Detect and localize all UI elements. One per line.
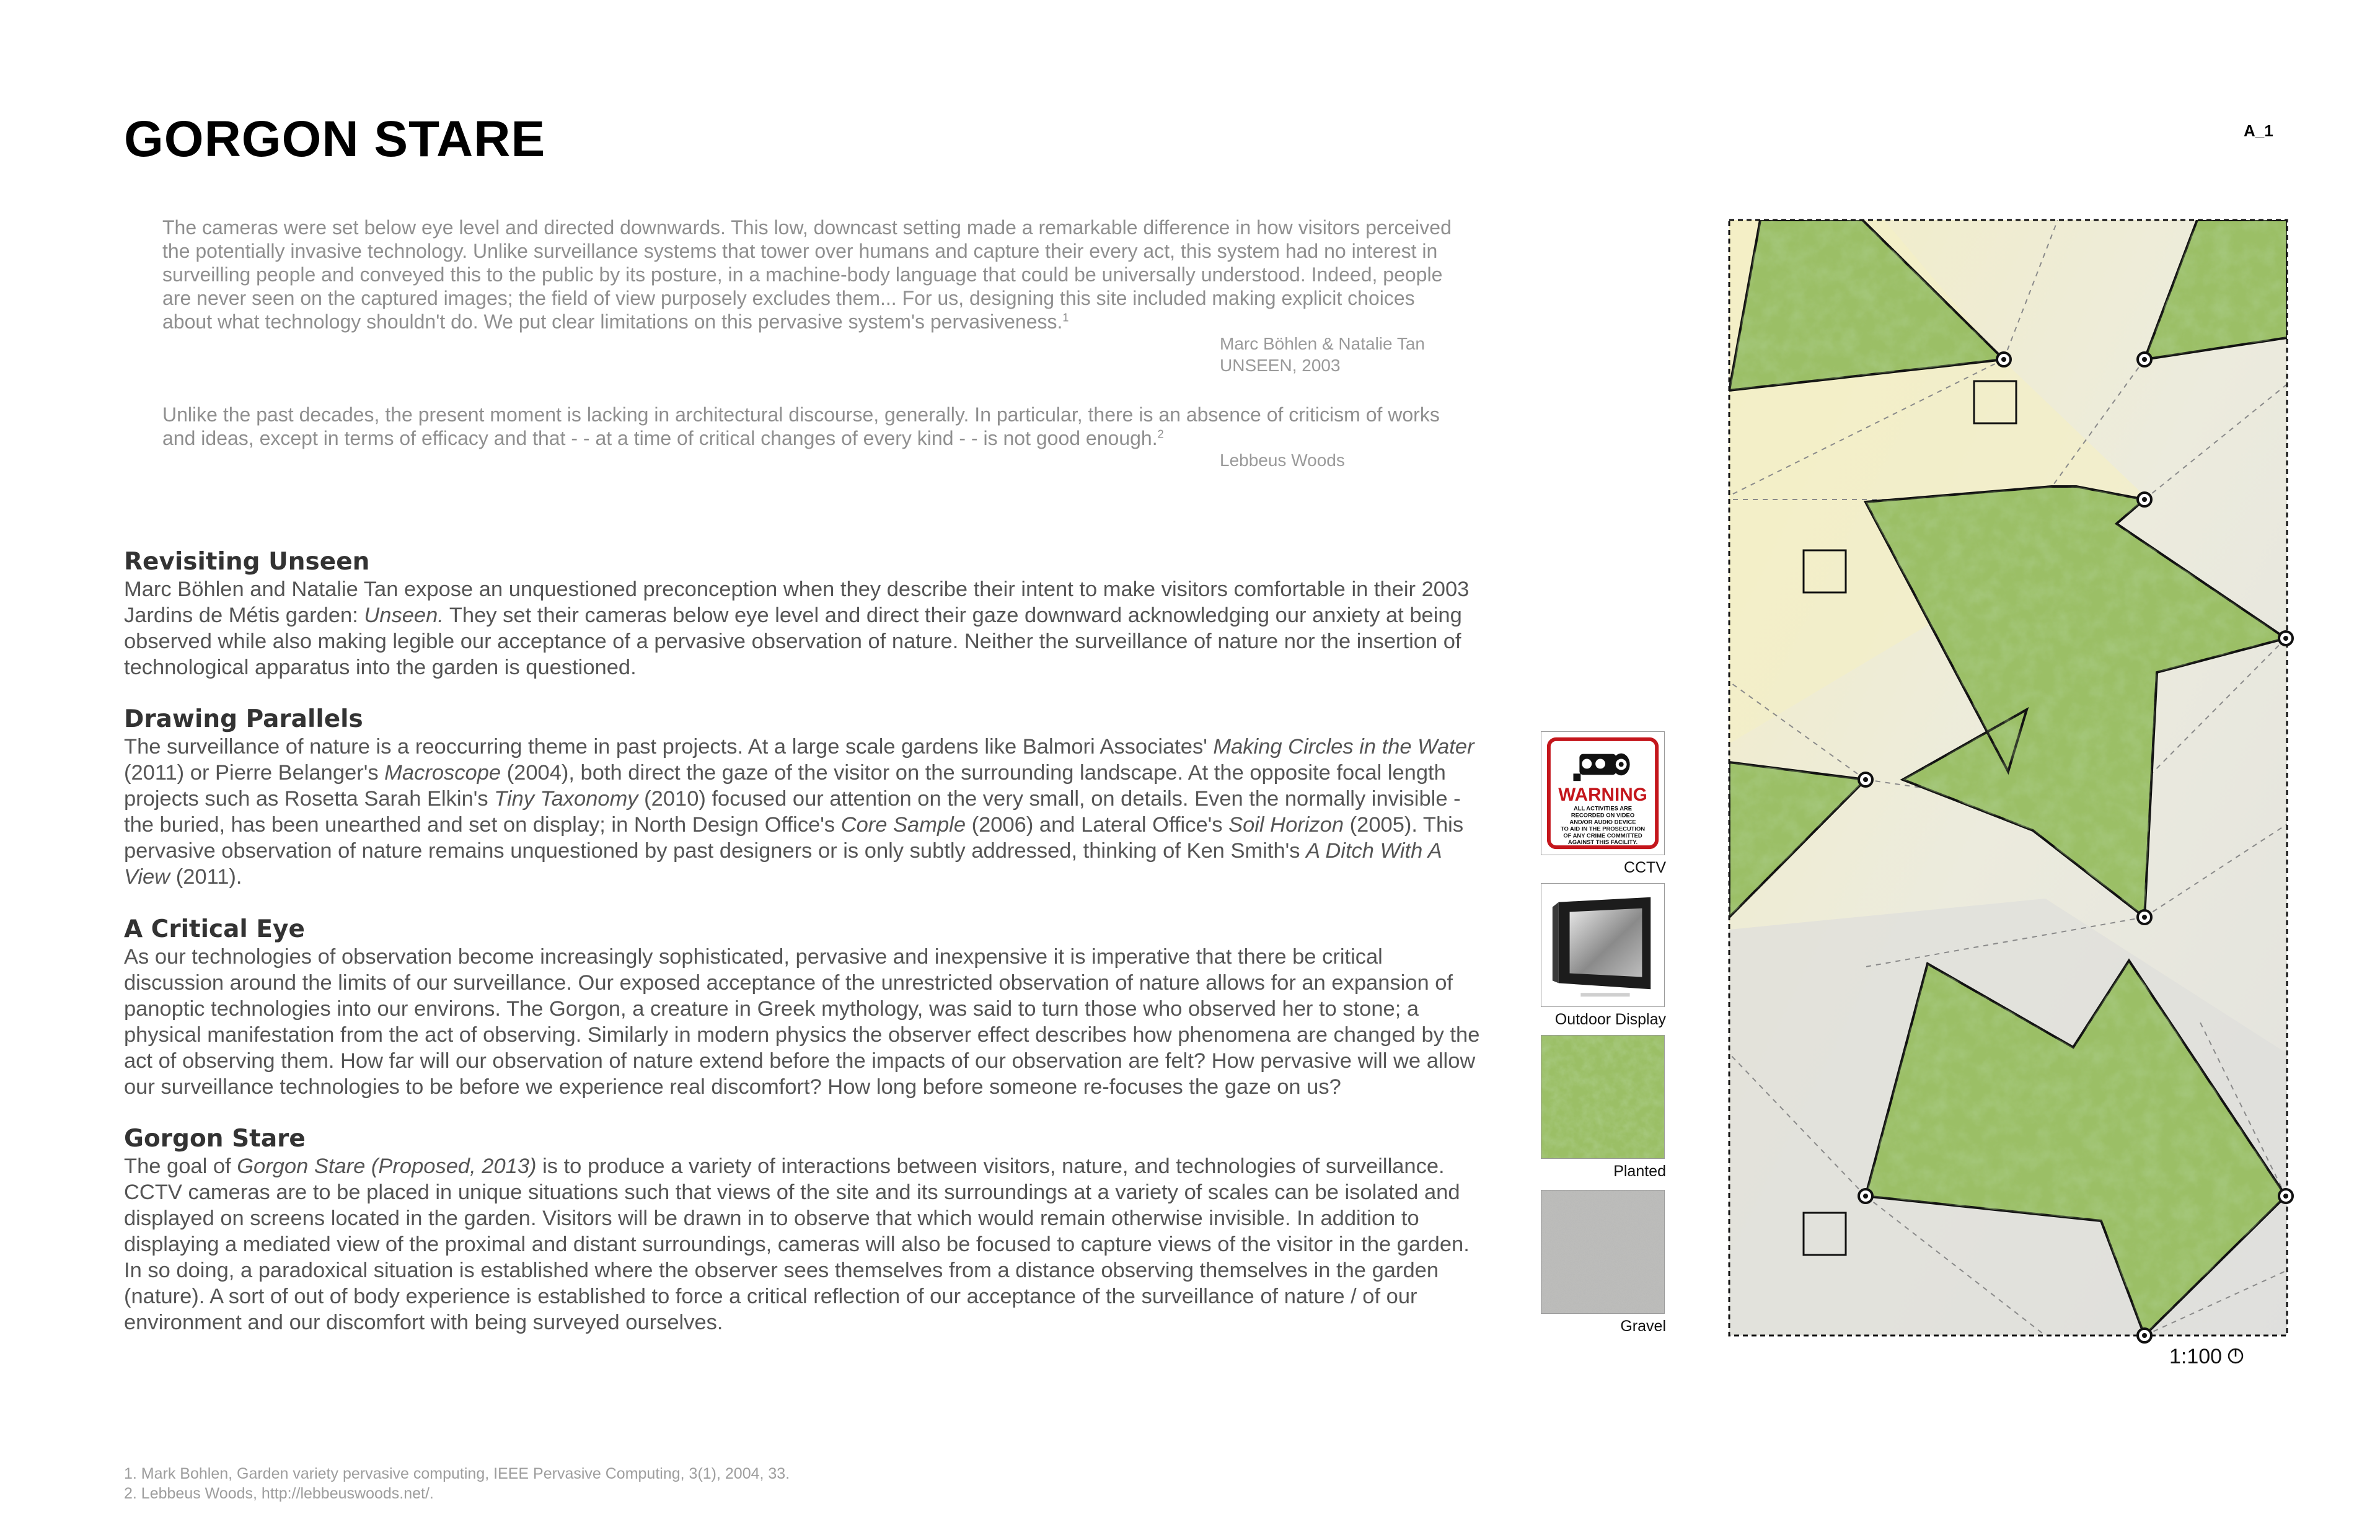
legend-item-planted	[1541, 1035, 1666, 1181]
body-text: The surveillance of nature is a reoccurring theme in past projects. At a large scale gardens like Balmori Associates'	[124, 735, 1214, 759]
legend-item-cctv	[1541, 731, 1666, 877]
sign-line: TO AID IN THE PROSECUTION	[1560, 825, 1646, 832]
footnote-mark: 2	[1157, 428, 1164, 441]
footnotes	[124, 1464, 790, 1503]
section-body-gorgon	[124, 1153, 1488, 1335]
outdoor-display-icon	[1541, 883, 1665, 1007]
body-italic: Unseen.	[364, 604, 444, 627]
body-text: (2006) and Lateral Office's	[966, 813, 1229, 837]
body-italic: Making Circles in the Water	[1213, 735, 1474, 759]
planted-swatch	[1541, 1035, 1665, 1159]
section-heading-critical: A Critical Eye	[124, 915, 305, 943]
sign-title: WARNING	[1558, 784, 1647, 805]
body-text: (2011).	[170, 865, 242, 889]
quote-attribution	[1220, 449, 1345, 471]
legend-label: Outdoor Display	[1554, 1011, 1666, 1028]
quote-attribution	[1220, 333, 1425, 376]
gravel-swatch	[1541, 1190, 1665, 1314]
section-body-revisiting	[124, 576, 1488, 680]
body-text: They set their cameras below eye level and direct their gaze downward acknowledging our anxiety at being observed while also making legible our acceptance of a pervasive observation of nature. Neither the surveillance of nature nor the insertion of technological apparatus into the garden is questioned.	[124, 604, 1462, 679]
page-title: GORGON STARE	[124, 111, 546, 167]
footnote-mark: 1	[1062, 311, 1069, 324]
body-text: (2010) focused our attention on the very small, on details. Even the normally invisible - the buried, has been unearthed and set on display; in North Design Office's	[124, 787, 1461, 837]
legend-label: Planted	[1613, 1163, 1666, 1180]
scale-indicator	[2169, 1345, 2244, 1369]
sign-line: AND/OR AUDIO DEVICE	[1569, 818, 1636, 825]
body-italic: A Ditch With A View	[124, 839, 1442, 889]
quote-text: Unlike the past decades, the present moment is lacking in architectural discourse, generally. In particular, there is an absence of criticism of works and ideas, except in terms of efficacy and that - - at a time of critical changes of every kind - - is not good enough.	[162, 403, 1440, 449]
warning-sign-icon	[1541, 731, 1665, 855]
attribution-author: Marc Böhlen & Natalie Tan	[1220, 334, 1425, 353]
sign-line: RECORDED ON VIDEO	[1571, 811, 1635, 819]
section-body-critical	[124, 944, 1488, 1100]
body-italic: Macroscope	[384, 761, 501, 785]
body-text: (2005). This pervasive observation of nature remains unquestioned by past designers or is only subtly addressed, thinking of Ken Smith's	[124, 813, 1464, 863]
sign-line: OF ANY CRIME COMMITTED	[1563, 832, 1642, 839]
quote-woods	[162, 403, 1452, 450]
body-text: (2011) or Pierre Belanger's	[124, 761, 385, 785]
sheet-number: A_1	[2244, 121, 2273, 140]
legend-item-outdoor-display	[1541, 883, 1666, 1029]
north-arrow-icon	[2227, 1347, 2244, 1365]
legend-label: CCTV	[1623, 859, 1666, 876]
legend-item-gravel	[1541, 1190, 1666, 1335]
footnote-2: 2. Lebbeus Woods, http://lebbeuswoods.net/.	[124, 1485, 434, 1502]
sign-line: ALL ACTIVITIES ARE	[1573, 804, 1633, 812]
section-heading-revisiting: Revisiting Unseen	[124, 548, 370, 576]
scale-text: 1:100	[2169, 1345, 2223, 1368]
sign-line: AGAINST THIS FACILITY.	[1567, 838, 1638, 846]
section-heading-parallels: Drawing Parallels	[124, 705, 363, 733]
body-text: The goal of	[124, 1155, 237, 1178]
attribution-author: Lebbeus Woods	[1220, 451, 1345, 470]
site-plan	[1717, 211, 2312, 1357]
body-italic: Gorgon Stare (Proposed, 2013)	[237, 1155, 537, 1178]
body-italic: Tiny Taxonomy	[494, 787, 638, 811]
quote-bohlen	[162, 216, 1452, 333]
quote-text: The cameras were set below eye level and directed downwards. This low, downcast setting made a remarkable difference in how visitors perceived the potentially invasive technology. Unlike surveillance systems that tower over humans and capture their every act, this system had no interest in surveilling people and conveyed this to the public by its posture, in a machine-body language that could be universally understood. Indeed, people are never seen on the captured images; the field of view purposely excludes them... For us, designing this site included making explicit choices about what technology shouldn't do. We put clear limitations on this pervasive system's pervasiveness.	[162, 216, 1452, 333]
body-text: is to produce a variety of interactions between visitors, nature, and technologies of surveillance. CCTV cameras are to be placed in unique situations such that views of the site and its surroundings at a variety of scales can be isolated and displayed on screens located in the garden. Visitors will be drawn in to observe that which would remain otherwise invisible. In addition to displaying a mediated view of the proximal and distant surroundings, cameras will also be focused to capture views of the visitor in the garden. In so doing, a paradoxical situation is established where the observer sees themselves from a distance observing themselves in the garden (nature). A sort of out of body experience is established to force a critical reflection of our acceptance of the surveillance of nature / of our environment and our discomfort with being surveyed ourselves.	[124, 1155, 1470, 1334]
section-heading-gorgon: Gorgon Stare	[124, 1125, 306, 1153]
section-body-parallels	[124, 734, 1488, 890]
body-italic: Core Sample	[840, 813, 966, 837]
body-text: Marc Böhlen and Natalie Tan expose an unquestioned preconception when they describe their intent to make visitors comfortable in their 2003 Jardins de Métis garden:	[124, 578, 1470, 627]
body-italic: Soil Horizon	[1228, 813, 1344, 837]
body-text: (2004), both direct the gaze of the visitor on the surrounding landscape. At the opposite focal length projects such as Rosetta Sarah Elkin's	[124, 761, 1446, 811]
legend-label: Gravel	[1620, 1318, 1666, 1335]
footnote-1: 1. Mark Bohlen, Garden variety pervasive computing, IEEE Pervasive Computing, 3(1), 2004, 33.	[124, 1465, 790, 1482]
body-text: As our technologies of observation become increasingly sophisticated, pervasive and inexpensive it is imperative that there be critical discussion around the limits of our surveillance. Our exposed acceptance of the unrestricted observation of nature allows for an expansion of panoptic technologies into our environs. The Gorgon, a creature in Greek mythology, was said to turn those who observed her to stone; a physical manifestation from the act of observing. Similarly in modern physics the observer effect describes how phenomena are changed by the act of observing them. How far will our observation of nature extend before the impacts of our observation are felt? How pervasive will we allow our surveillance technologies to be before we experience real discomfort? How long before someone re-focuses the gaze on us?	[124, 945, 1480, 1099]
attribution-source: UNSEEN, 2003	[1220, 356, 1341, 375]
